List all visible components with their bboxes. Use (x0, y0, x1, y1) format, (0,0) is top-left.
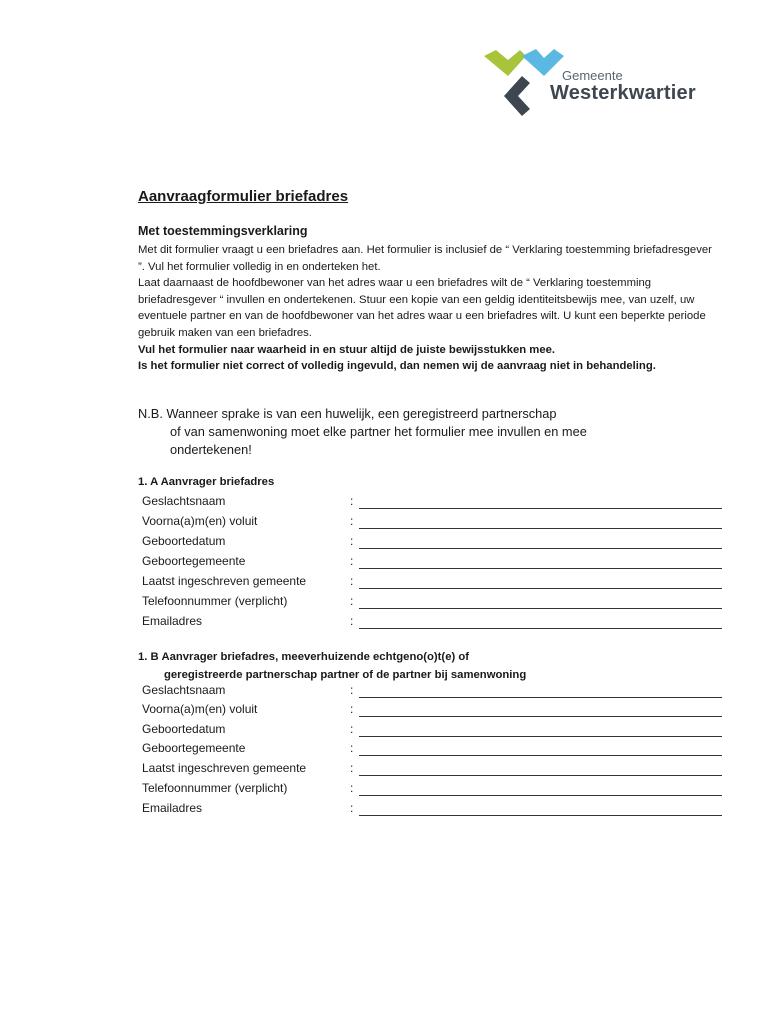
email-input-line[interactable] (359, 815, 722, 816)
field-label: Laatst ingeschreven gemeente (142, 574, 307, 588)
surname-input-line[interactable] (359, 697, 722, 698)
field-colon: : (350, 722, 354, 736)
logo-green-chevron (484, 50, 526, 76)
field-colon: : (350, 514, 354, 528)
field-colon: : (350, 614, 354, 628)
field-label: Voorna(a)m(en) voluit (142, 514, 258, 528)
logo-mark-icon (482, 46, 572, 116)
field-colon: : (350, 574, 354, 588)
logo-blue-chevron (522, 49, 564, 76)
field-label: Emailadres (142, 801, 203, 815)
last-municipality-input-line[interactable] (359, 775, 722, 776)
page-title: Aanvraagformulier briefadres (138, 188, 349, 205)
section-b-field-firstnames[interactable] (142, 702, 722, 720)
birthplace-input-line[interactable] (359, 568, 722, 569)
field-colon: : (350, 534, 354, 548)
logo-text-big: Westerkwartier (550, 82, 696, 104)
last-municipality-input-line[interactable] (359, 588, 722, 589)
section-b-field-last-municipality[interactable] (142, 761, 722, 779)
section-b-field-surname[interactable] (142, 683, 722, 701)
section-b-field-birthplace[interactable] (142, 741, 722, 759)
field-label: Telefoonnummer (verplicht) (142, 594, 288, 608)
field-label: Geslachtsnaam (142, 683, 226, 697)
firstnames-input-line[interactable] (359, 528, 722, 529)
field-label: Emailadres (142, 614, 203, 628)
field-colon: : (350, 781, 354, 795)
intro-warning-2: Is het formulier niet correct of volledig ingevuld, dan nemen wij de aanvraag niet in behandeling. (138, 360, 656, 373)
intro-text (138, 242, 718, 375)
birthdate-input-line[interactable] (359, 548, 722, 549)
section-b-field-email[interactable] (142, 801, 722, 819)
intro-paragraph-1: Met dit formulier vraagt u een briefadres aan. Het formulier is inclusief de “ Verklaring toestemming briefadresgever ”. Vul het formulier volledig in en onderteken het. (138, 244, 712, 273)
field-colon: : (350, 683, 354, 697)
surname-input-line[interactable] (359, 508, 722, 509)
section-a-field-firstnames[interactable] (142, 514, 722, 532)
field-label: Geboortegemeente (142, 554, 246, 568)
nb-note-rest: of van samenwoning moet elke partner het formulier mee invullen en mee ondertekenen! (170, 424, 587, 457)
section-b-field-phone[interactable] (142, 781, 722, 799)
birthdate-input-line[interactable] (359, 736, 722, 737)
field-colon: : (350, 494, 354, 508)
logo-dark-chevron (504, 76, 530, 116)
field-label: Laatst ingeschreven gemeente (142, 761, 307, 775)
section-a-field-birthplace[interactable] (142, 554, 722, 572)
firstnames-input-line[interactable] (359, 716, 722, 717)
phone-input-line[interactable] (359, 608, 722, 609)
nb-note-first: N.B. Wanneer sprake is van een huwelijk, een geregistreerd partnerschap (138, 406, 557, 421)
birthplace-input-line[interactable] (359, 755, 722, 756)
logo-text-small: Gemeente (562, 68, 623, 83)
field-label: Geslachtsnaam (142, 494, 226, 508)
intro-warning-1: Vul het formulier naar waarheid in en stuur altijd de juiste bewijsstukken mee. (138, 343, 556, 356)
section-b-heading-line-1: 1. B Aanvrager briefadres, meeverhuizende echtgeno(o)t(e) of (138, 651, 470, 663)
section-b-heading-line-2: geregistreerde partnerschap partner of de partner bij samenwoning (164, 669, 527, 681)
intro-paragraph-2: Laat daarnaast de hoofdbewoner van het adres waar u een briefadres wilt de “ Verklaring toestemming briefadresgever “ invullen en ondertekenen. Stuur een kopie van een geldig identiteitsbewijs mee, van uzelf, uw eventuele partner en van de hoofdbewoner van het adres waar u een briefadres wilt. U kunt een beperkte periode gebruik maken van een briefadres. (138, 277, 706, 339)
section-a-field-last-municipality[interactable] (142, 574, 722, 592)
field-colon: : (350, 761, 354, 775)
page-subtitle: Met toestemmingsverklaring (138, 224, 308, 238)
municipality-logo (482, 46, 702, 118)
email-input-line[interactable] (359, 628, 722, 629)
field-label: Telefoonnummer (verplicht) (142, 781, 288, 795)
section-a-field-birthdate[interactable] (142, 534, 722, 552)
section-a-field-phone[interactable] (142, 594, 722, 612)
field-label: Voorna(a)m(en) voluit (142, 702, 258, 716)
section-a-field-email[interactable] (142, 614, 722, 632)
section-b-heading (138, 648, 526, 684)
field-colon: : (350, 801, 354, 815)
field-colon: : (350, 594, 354, 608)
section-a-field-surname[interactable] (142, 494, 722, 512)
section-a-heading: 1. A Aanvrager briefadres (138, 476, 275, 488)
nb-note (138, 405, 658, 459)
field-label: Geboortedatum (142, 534, 226, 548)
field-colon: : (350, 702, 354, 716)
field-colon: : (350, 554, 354, 568)
phone-input-line[interactable] (359, 795, 722, 796)
section-b-field-birthdate[interactable] (142, 722, 722, 740)
field-label: Geboortegemeente (142, 741, 246, 755)
field-colon: : (350, 741, 354, 755)
field-label: Geboortedatum (142, 722, 226, 736)
